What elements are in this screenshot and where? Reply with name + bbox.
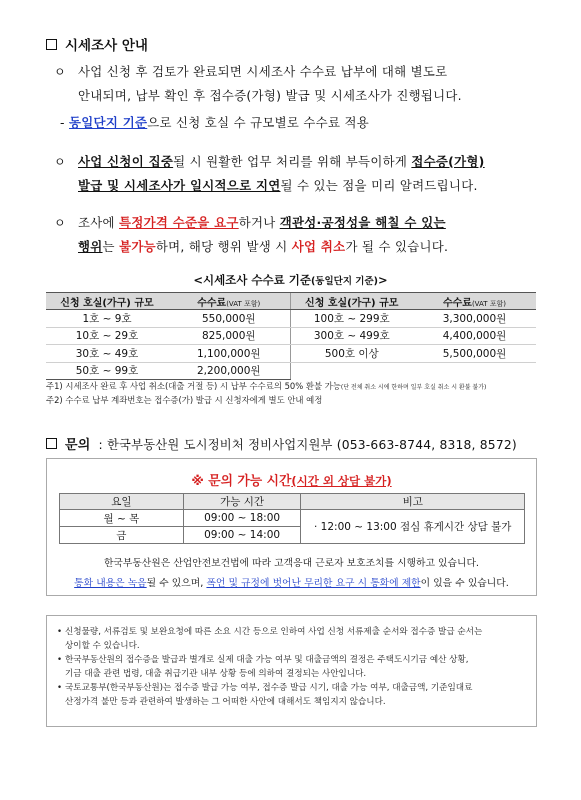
cell-note: · 12:00 ~ 13:00 점심 휴게시간 상담 불가 — [301, 510, 525, 544]
header-fee — [168, 293, 290, 310]
cell-fee: 4,400,000원 — [413, 327, 536, 345]
table-header-row — [46, 293, 536, 310]
paragraph-line-2 — [54, 174, 544, 198]
cell-units: 30호 ~ 49호 — [46, 345, 168, 363]
bullet-mark: ㅇ — [54, 155, 66, 169]
dash-prefix: - — [60, 115, 70, 130]
note-1-small: (단 전체 취소 시에 한하며 일부 호실 취소 시 환불 불가) — [340, 384, 487, 391]
paragraph-line-1: 사업 신청 후 검토가 완료되면 시세조사 수수료 납부에 대해 별도로 — [78, 64, 448, 79]
cell-empty — [290, 362, 413, 380]
note-1-text: 주1) 시세조사 완료 후 사업 취소(대출 거절 등) 시 납부 수수료의 50% 환불 가능 — [46, 381, 341, 391]
cell-fee: 3,300,000원 — [413, 310, 536, 328]
header-vat-note: (VAT 포함) — [226, 299, 261, 308]
note-1 — [46, 380, 546, 394]
inquiry-title-note: (시간 외 상담 불가) — [291, 474, 392, 488]
checkbox-square-icon — [46, 438, 57, 449]
cell-time: 09:00 ~ 14:00 — [183, 527, 301, 544]
restriction-highlight: 폭언 및 규정에 벗어난 무리한 요구 시 통화에 제한 — [206, 578, 421, 589]
disclaimer-line: 국토교통부(한국부동산원)는 접수증 발급 가능 여부, 접수증 발급 시기, 대출 가능 여부, 대출금액, 기준임대료 — [65, 683, 473, 693]
cell-units: 100호 ~ 299호 — [290, 310, 413, 328]
plain-text: 될 시 원활한 업무 처리를 위해 부득이하게 — [173, 154, 412, 169]
caption-main: <시세조사 수수료 기준 — [193, 273, 311, 287]
disclaimer-line: 한국부동산원의 접수증을 발급과 별개로 실제 대출 가능 여부 및 대출금액의 결정은 주택도시기금 예산 상황, — [65, 655, 469, 665]
paragraph-line-1 — [54, 211, 544, 235]
header-fee-label: 수수료 — [442, 297, 472, 309]
red-emphasis: 사업 취소 — [291, 239, 346, 254]
inquiry-hours-box — [46, 458, 537, 596]
table-header-row — [60, 494, 525, 510]
bullet-dot-icon: • — [57, 627, 63, 637]
red-emphasis: 특정가격 수준을 요구 — [119, 215, 239, 230]
safety-notice: 한국부동산원은 산업안전보건법에 따라 고객응대 근로자 보호조치를 시행하고 있습니다. — [103, 558, 480, 569]
emphasis-text: 객관성·공정성을 해칠 수 있는 — [279, 215, 446, 230]
disclaimer-line: 상이할 수 있습니다. — [65, 641, 140, 651]
bullet-dot-icon: • — [57, 683, 63, 693]
disclaimer-line: 신청물량, 서류검토 및 보완요청에 따른 소요 시간 등으로 인하여 사업 신청 서류제출 순서와 접수증 발급 순서는 — [65, 627, 483, 637]
cell-units: 300호 ~ 499호 — [290, 327, 413, 345]
plain-text: 될 수 있으며, — [146, 578, 207, 589]
contact-text: : 한국부동산원 도시정비처 정비사업지원부 (053-663-8744, 8318, 8572) — [98, 437, 517, 452]
bullet-dot-icon: • — [57, 655, 63, 665]
header-units: 신청 호실(가구) 규모 — [46, 293, 168, 310]
plain-text: 가 될 수 있습니다. — [345, 239, 449, 254]
cell-fee: 5,500,000원 — [413, 345, 536, 363]
caption-small: (동일단지 기준) — [310, 276, 379, 287]
contact-label: 문의 — [65, 438, 91, 453]
caption-end: > — [378, 273, 388, 287]
table-row — [46, 345, 536, 363]
table-row — [46, 327, 536, 345]
cell-day: 월 ~ 목 — [60, 510, 184, 527]
section-title — [46, 34, 148, 54]
cell-fee: 550,000원 — [168, 310, 290, 328]
emphasis-text: 행위 — [78, 239, 103, 254]
cell-empty — [413, 362, 536, 380]
plain-text: 하며, 해당 행위 발생 시 — [155, 239, 292, 254]
disclaimer-box — [46, 615, 537, 727]
paragraph-delay-notice — [54, 150, 544, 198]
contact-line — [46, 434, 517, 453]
disclaimer-item — [57, 681, 526, 709]
plain-text: 는 — [102, 239, 120, 254]
cell-fee: 2,200,000원 — [168, 362, 290, 380]
plain-text: 이 있을 수 있습니다. — [420, 578, 509, 589]
cell-units: 10호 ~ 29호 — [46, 327, 168, 345]
fee-table-caption — [0, 272, 581, 288]
note-2: 주2) 수수료 납부 계좌번호는 접수증(가) 발급 시 신청자에게 별도 안내 예정 — [46, 395, 323, 405]
cell-fee: 1,100,000원 — [168, 345, 290, 363]
fee-criteria-rest: 으로 신청 호실 수 규모별로 수수료 적용 — [147, 115, 369, 130]
header-vat-note: (VAT 포함) — [471, 299, 507, 308]
fee-table — [46, 292, 536, 380]
disclaimer-line: 기금 대출 관련 법령, 대출 취급기관 내부 상황 등에 의하여 결정되는 사안입니다. — [65, 669, 367, 679]
inquiry-title-main: ※ 문의 가능 시간 — [191, 474, 292, 489]
inquiry-title — [47, 470, 536, 489]
cell-fee: 825,000원 — [168, 327, 290, 345]
disclaimer-item — [57, 653, 526, 681]
section-title-text: 시세조사 안내 — [65, 38, 148, 54]
plain-text: 조사에 — [78, 215, 120, 230]
header-fee-label: 수수료 — [197, 297, 227, 309]
emphasis-text: 발급 및 시세조사가 일시적으로 지연 — [78, 178, 281, 193]
emphasis-text: 접수증(가형) — [411, 154, 485, 169]
hours-table — [59, 493, 525, 544]
bullet-mark: ㅇ — [54, 65, 66, 79]
paragraph-fee-notice — [54, 60, 544, 108]
fee-criteria-line — [60, 113, 369, 131]
emphasis-text: 사업 신청이 집중 — [78, 154, 174, 169]
checkbox-square-icon — [46, 39, 57, 50]
recording-notice — [47, 575, 536, 589]
paragraph-prohibition-notice — [54, 211, 544, 259]
cell-time: 09:00 ~ 18:00 — [183, 510, 301, 527]
paragraph-line-1 — [54, 150, 544, 174]
table-row — [60, 510, 525, 527]
paragraph-line-2 — [54, 235, 544, 259]
table-row — [46, 310, 536, 328]
red-emphasis: 불가능 — [119, 239, 156, 254]
recording-highlight: 통화 내용은 녹음 — [74, 578, 147, 589]
cell-units: 50호 ~ 99호 — [46, 362, 168, 380]
fee-notes — [46, 380, 546, 406]
cell-day: 금 — [60, 527, 184, 544]
paragraph-line-2: 안내되며, 납부 확인 후 접수증(가형) 발급 및 시세조사가 진행됩니다. — [78, 88, 462, 103]
same-complex-highlight: 동일단지 기준 — [69, 115, 148, 130]
bullet-mark: ㅇ — [54, 216, 66, 230]
header-fee — [413, 293, 536, 310]
header-note: 비고 — [301, 494, 525, 510]
plain-text: 하거나 — [238, 215, 280, 230]
header-units: 신청 호실(가구) 규모 — [290, 293, 413, 310]
disclaimer-item — [57, 625, 526, 653]
disclaimer-line: 산정가격 불만 등과 관련하여 발생하는 그 어떠한 사안에 대해서도 책임지지 않습니다. — [65, 697, 386, 707]
cell-units: 500호 이상 — [290, 345, 413, 363]
header-day: 요일 — [60, 494, 184, 510]
plain-text: 될 수 있는 점을 미리 알려드립니다. — [280, 178, 478, 193]
header-time: 가능 시간 — [183, 494, 301, 510]
table-row — [46, 362, 536, 380]
cell-units: 1호 ~ 9호 — [46, 310, 168, 328]
